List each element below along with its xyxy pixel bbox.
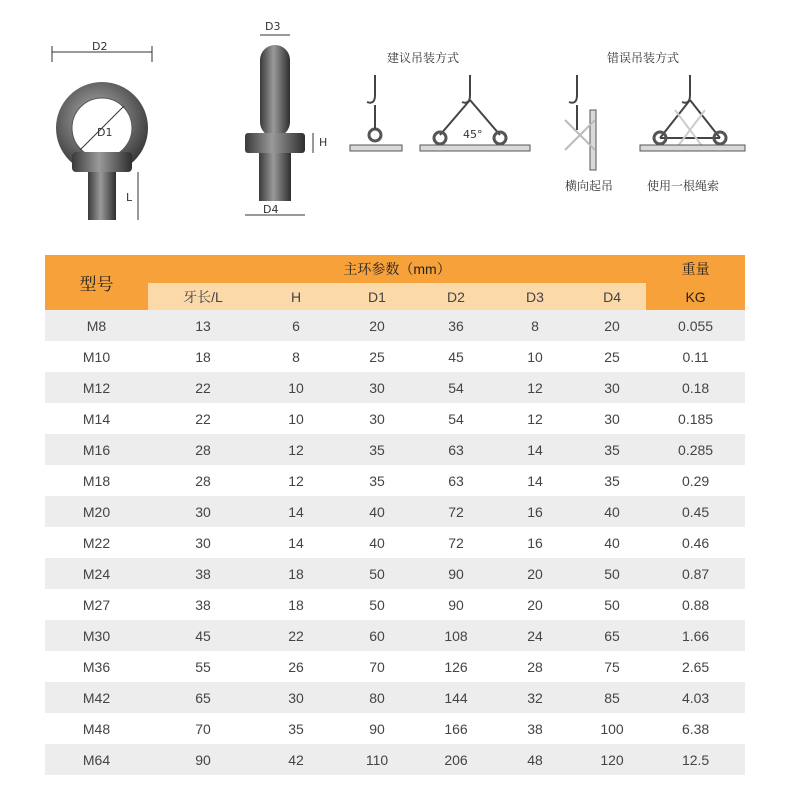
spec-table	[45, 255, 745, 775]
wrong-lifting-diagram	[555, 50, 755, 200]
d4-label: D4	[263, 203, 279, 216]
model-cell: M48	[45, 713, 148, 744]
table-row	[45, 465, 745, 496]
value-cell: 1.66	[646, 620, 745, 651]
value-cell: 35	[258, 713, 334, 744]
value-cell: 28	[148, 434, 258, 465]
model-cell: M20	[45, 496, 148, 527]
table-row	[45, 527, 745, 558]
value-cell: 0.185	[646, 403, 745, 434]
value-cell: 120	[578, 744, 646, 775]
column-header: D2	[420, 283, 492, 310]
weight-unit-header: KG	[646, 283, 745, 310]
table-row	[45, 589, 745, 620]
column-header: D1	[334, 283, 420, 310]
value-cell: 2.65	[646, 651, 745, 682]
value-cell: 18	[258, 589, 334, 620]
value-cell: 8	[492, 310, 578, 341]
model-cell: M24	[45, 558, 148, 589]
value-cell: 60	[334, 620, 420, 651]
value-cell: 22	[258, 620, 334, 651]
value-cell: 90	[148, 744, 258, 775]
model-cell: M27	[45, 589, 148, 620]
value-cell: 35	[578, 465, 646, 496]
model-cell: M42	[45, 682, 148, 713]
recommended-title: 建议吊装方式	[387, 51, 460, 65]
angle-label: 45°	[463, 128, 483, 141]
column-header: 牙长/L	[148, 283, 258, 310]
value-cell: 50	[578, 558, 646, 589]
value-cell: 30	[578, 403, 646, 434]
value-cell: 36	[420, 310, 492, 341]
value-cell: 0.88	[646, 589, 745, 620]
table-row	[45, 744, 745, 775]
value-cell: 32	[492, 682, 578, 713]
value-cell: 63	[420, 434, 492, 465]
value-cell: 12	[492, 403, 578, 434]
value-cell: 20	[578, 310, 646, 341]
d1-label: D1	[97, 126, 113, 139]
column-header: D4	[578, 283, 646, 310]
value-cell: 16	[492, 496, 578, 527]
value-cell: 30	[258, 682, 334, 713]
value-cell: 10	[258, 372, 334, 403]
value-cell: 0.055	[646, 310, 745, 341]
value-cell: 90	[334, 713, 420, 744]
model-cell: M18	[45, 465, 148, 496]
value-cell: 90	[420, 589, 492, 620]
value-cell: 0.87	[646, 558, 745, 589]
model-cell: M10	[45, 341, 148, 372]
value-cell: 0.285	[646, 434, 745, 465]
value-cell: 40	[334, 527, 420, 558]
value-cell: 22	[148, 372, 258, 403]
value-cell: 10	[492, 341, 578, 372]
value-cell: 65	[148, 682, 258, 713]
value-cell: 18	[148, 341, 258, 372]
value-cell: 65	[578, 620, 646, 651]
value-cell: 20	[492, 558, 578, 589]
weight-header: 重量	[646, 255, 745, 283]
value-cell: 28	[492, 651, 578, 682]
spec-table-body	[45, 310, 745, 775]
value-cell: 70	[334, 651, 420, 682]
value-cell: 24	[492, 620, 578, 651]
recommended-lifting-diagram	[345, 50, 535, 180]
value-cell: 0.18	[646, 372, 745, 403]
table-row	[45, 372, 745, 403]
value-cell: 100	[578, 713, 646, 744]
value-cell: 14	[492, 465, 578, 496]
table-row	[45, 496, 745, 527]
value-cell: 45	[148, 620, 258, 651]
params-group-header: 主环参数（mm）	[148, 255, 646, 283]
model-cell: M22	[45, 527, 148, 558]
value-cell: 16	[492, 527, 578, 558]
value-cell: 0.11	[646, 341, 745, 372]
value-cell: 4.03	[646, 682, 745, 713]
value-cell: 12.5	[646, 744, 745, 775]
model-header: 型号	[45, 255, 148, 310]
table-row	[45, 341, 745, 372]
side-view-diagram	[235, 15, 340, 225]
value-cell: 35	[334, 434, 420, 465]
h-label: H	[319, 136, 328, 149]
model-cell: M36	[45, 651, 148, 682]
value-cell: 45	[420, 341, 492, 372]
value-cell: 38	[492, 713, 578, 744]
value-cell: 42	[258, 744, 334, 775]
value-cell: 50	[334, 558, 420, 589]
value-cell: 90	[420, 558, 492, 589]
value-cell: 30	[578, 372, 646, 403]
value-cell: 40	[578, 527, 646, 558]
value-cell: 0.45	[646, 496, 745, 527]
value-cell: 35	[578, 434, 646, 465]
model-cell: M30	[45, 620, 148, 651]
value-cell: 14	[258, 527, 334, 558]
model-cell: M12	[45, 372, 148, 403]
value-cell: 0.29	[646, 465, 745, 496]
value-cell: 38	[148, 558, 258, 589]
value-cell: 110	[334, 744, 420, 775]
model-cell: M16	[45, 434, 148, 465]
value-cell: 30	[148, 496, 258, 527]
value-cell: 8	[258, 341, 334, 372]
value-cell: 50	[334, 589, 420, 620]
value-cell: 70	[148, 713, 258, 744]
l-label: L	[126, 191, 133, 204]
d2-label: D2	[92, 40, 108, 53]
value-cell: 54	[420, 403, 492, 434]
value-cell: 72	[420, 496, 492, 527]
value-cell: 38	[148, 589, 258, 620]
value-cell: 13	[148, 310, 258, 341]
value-cell: 30	[148, 527, 258, 558]
value-cell: 144	[420, 682, 492, 713]
value-cell: 12	[258, 465, 334, 496]
value-cell: 12	[492, 372, 578, 403]
value-cell: 166	[420, 713, 492, 744]
value-cell: 55	[148, 651, 258, 682]
value-cell: 6.38	[646, 713, 745, 744]
value-cell: 40	[578, 496, 646, 527]
value-cell: 35	[334, 465, 420, 496]
value-cell: 80	[334, 682, 420, 713]
wrong-caption-1: 横向起吊	[565, 179, 614, 193]
d3-label: D3	[265, 20, 281, 33]
column-header: H	[258, 283, 334, 310]
value-cell: 25	[334, 341, 420, 372]
wrong-caption-2: 使用一根绳索	[647, 179, 720, 193]
value-cell: 126	[420, 651, 492, 682]
table-row	[45, 310, 745, 341]
value-cell: 40	[334, 496, 420, 527]
diagram-area	[0, 0, 790, 250]
value-cell: 20	[334, 310, 420, 341]
value-cell: 10	[258, 403, 334, 434]
value-cell: 30	[334, 372, 420, 403]
wrong-title: 错误吊装方式	[607, 51, 680, 65]
value-cell: 63	[420, 465, 492, 496]
value-cell: 75	[578, 651, 646, 682]
value-cell: 14	[492, 434, 578, 465]
value-cell: 0.46	[646, 527, 745, 558]
column-header: D3	[492, 283, 578, 310]
value-cell: 18	[258, 558, 334, 589]
model-cell: M14	[45, 403, 148, 434]
value-cell: 25	[578, 341, 646, 372]
table-row	[45, 434, 745, 465]
front-view-diagram	[40, 40, 170, 230]
table-row	[45, 713, 745, 744]
value-cell: 108	[420, 620, 492, 651]
value-cell: 48	[492, 744, 578, 775]
value-cell: 22	[148, 403, 258, 434]
table-row	[45, 558, 745, 589]
value-cell: 20	[492, 589, 578, 620]
value-cell: 50	[578, 589, 646, 620]
model-cell: M8	[45, 310, 148, 341]
value-cell: 12	[258, 434, 334, 465]
table-row	[45, 651, 745, 682]
value-cell: 54	[420, 372, 492, 403]
value-cell: 28	[148, 465, 258, 496]
table-row	[45, 620, 745, 651]
value-cell: 6	[258, 310, 334, 341]
value-cell: 85	[578, 682, 646, 713]
value-cell: 206	[420, 744, 492, 775]
value-cell: 72	[420, 527, 492, 558]
model-cell: M64	[45, 744, 148, 775]
table-row	[45, 403, 745, 434]
value-cell: 26	[258, 651, 334, 682]
value-cell: 14	[258, 496, 334, 527]
value-cell: 30	[334, 403, 420, 434]
table-row	[45, 682, 745, 713]
